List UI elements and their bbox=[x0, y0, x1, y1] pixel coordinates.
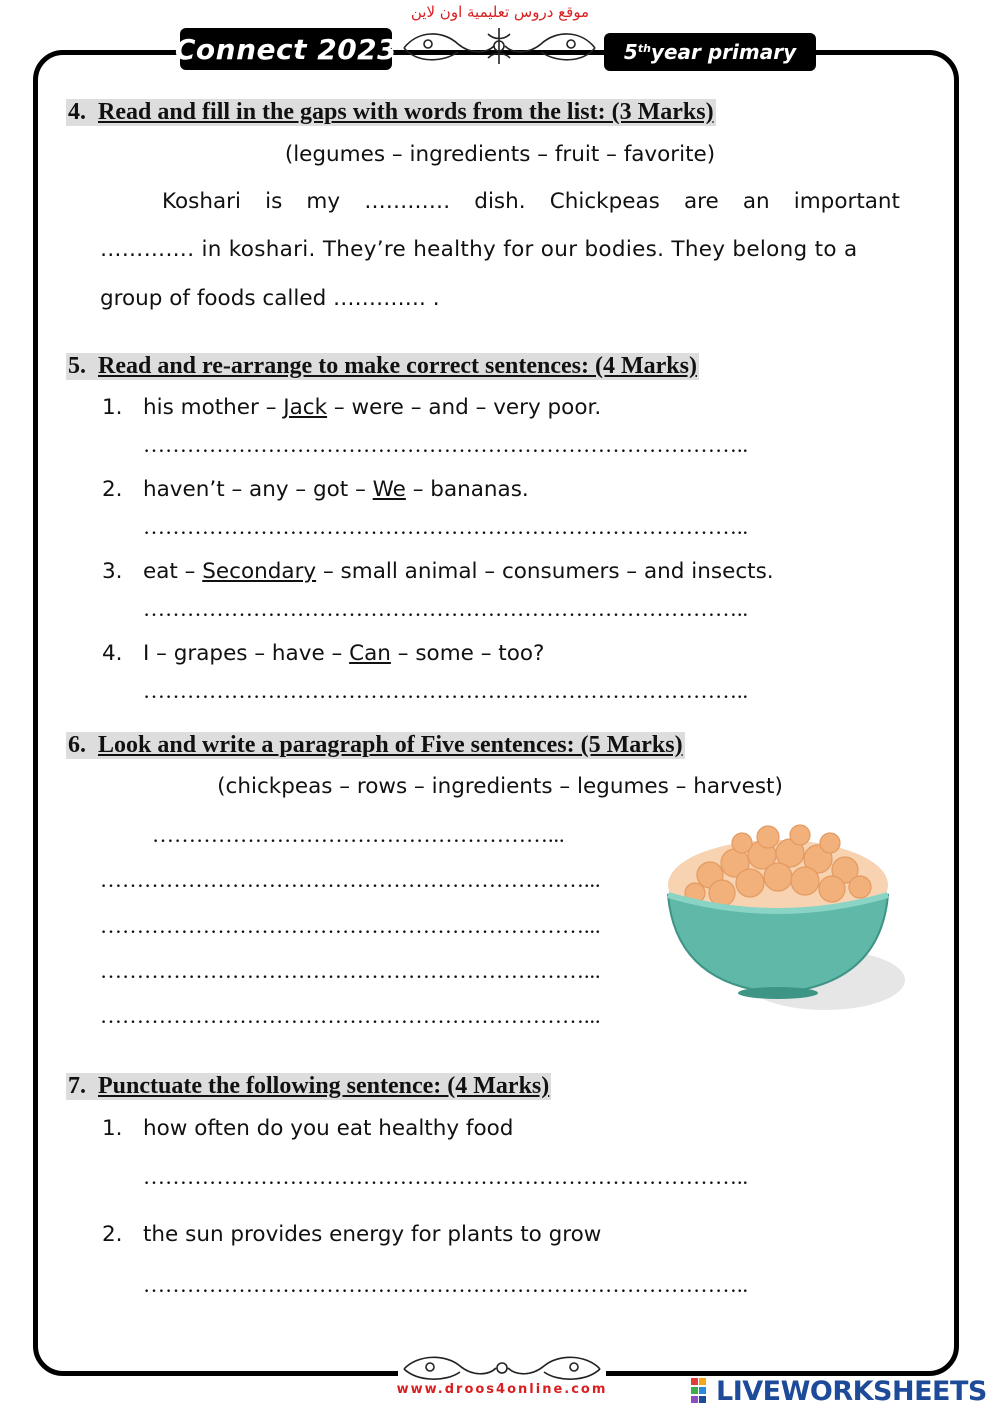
q7-number: 7. bbox=[68, 1073, 86, 1099]
item-number: 1. bbox=[102, 1116, 123, 1141]
q6-number: 6. bbox=[68, 732, 86, 758]
item-number: 2. bbox=[102, 477, 123, 502]
q6-answer-line-2[interactable]: …………………………………………………………... bbox=[100, 867, 601, 892]
q5-item-3 bbox=[102, 559, 774, 584]
q5-answer-line-3[interactable]: ……………………………………………………………………….. bbox=[143, 596, 748, 621]
q7-item-1 bbox=[102, 1116, 513, 1141]
connect-label: Connect 2023 bbox=[174, 32, 398, 66]
q5-answer-line-2[interactable]: ……………………………………………………………………….. bbox=[143, 514, 748, 539]
q7-answer-line-1[interactable]: ……………………………………………………………………….. bbox=[143, 1164, 748, 1189]
q5-number: 5. bbox=[68, 353, 86, 379]
liveworksheets-icon bbox=[690, 1376, 716, 1406]
item-number: 1. bbox=[102, 395, 123, 420]
q4-word: important bbox=[793, 189, 900, 214]
item-text-after: – some – too? bbox=[390, 641, 545, 666]
q4-word: an bbox=[742, 189, 770, 214]
q4-word-list: (legumes – ingredients – fruit – favorite) bbox=[284, 142, 716, 167]
q6-answer-line-4[interactable]: …………………………………………………………... bbox=[100, 958, 601, 983]
q6-word-list: (chickpeas – rows – ingredients – legumes – harvest) bbox=[217, 774, 783, 799]
item-text: how often do you eat healthy food bbox=[143, 1116, 514, 1141]
q4-para-line-3: group of foods called …………. . bbox=[100, 286, 440, 311]
q4-word: are bbox=[683, 189, 719, 214]
connect-badge bbox=[174, 28, 398, 70]
q6-answer-line-3[interactable]: …………………………………………………………... bbox=[100, 913, 601, 938]
q4-title: Read and fill in the gaps with words from the list: (3 Marks) bbox=[98, 99, 714, 125]
q7-title: Punctuate the following sentence: (4 Marks) bbox=[98, 1073, 550, 1099]
item-underlined-word: We bbox=[372, 477, 406, 502]
year-label: year primary bbox=[650, 40, 797, 64]
q6-answer-line-1[interactable]: ………………………………………………... bbox=[152, 822, 565, 847]
q4-para-line-2: …………. in koshari. They’re healthy for our bodies. They belong to a bbox=[100, 237, 858, 262]
q4-word: dish. bbox=[474, 189, 526, 214]
q7-item-2 bbox=[102, 1222, 601, 1247]
chickpea-bowl-image bbox=[650, 815, 910, 1030]
q5-heading bbox=[66, 353, 699, 380]
q5-title: Read and re-arrange to make correct sentences: (4 Marks) bbox=[98, 353, 697, 379]
year-suffix-sup: th bbox=[637, 41, 651, 55]
item-text-after: – small animal – consumers – and insects. bbox=[316, 559, 774, 584]
item-number: 4. bbox=[102, 641, 123, 666]
ornament-bottom-icon bbox=[398, 1352, 606, 1386]
q4-word: my bbox=[306, 189, 341, 214]
q4-para-line-1 bbox=[162, 189, 900, 214]
item-number: 3. bbox=[102, 559, 123, 584]
item-text: the sun provides energy for plants to grow bbox=[143, 1222, 602, 1247]
q4-word: is bbox=[265, 189, 283, 214]
liveworksheets-brand: LIVEWORKSHEETS bbox=[716, 1375, 987, 1407]
q5-item-4 bbox=[102, 641, 544, 666]
item-text-before: eat – bbox=[143, 559, 203, 584]
q4-word: Koshari bbox=[162, 189, 241, 214]
item-underlined-word: Secondary bbox=[202, 559, 317, 584]
item-underlined-word: Can bbox=[349, 641, 391, 666]
q6-title: Look and write a paragraph of Five sentences: (5 Marks) bbox=[98, 732, 683, 758]
q5-answer-line-1[interactable]: ……………………………………………………………………….. bbox=[143, 432, 748, 457]
q5-item-2 bbox=[102, 477, 529, 502]
liveworksheets-logo bbox=[690, 1374, 987, 1408]
ornament-top-icon bbox=[398, 24, 601, 68]
site-url-link[interactable]: www.droos4online.com bbox=[396, 1382, 608, 1397]
q5-item-1 bbox=[102, 395, 601, 420]
year-number: 5 bbox=[623, 40, 638, 64]
item-text-after: – bananas. bbox=[405, 477, 529, 502]
item-number: 2. bbox=[102, 1222, 123, 1247]
q4-word: Chickpeas bbox=[549, 189, 660, 214]
q4-heading bbox=[66, 99, 716, 126]
item-text-before: I – grapes – have – bbox=[143, 641, 350, 666]
q4-gap[interactable]: ………… bbox=[364, 189, 451, 214]
item-underlined-word: Jack bbox=[283, 395, 328, 420]
q6-heading bbox=[66, 732, 685, 759]
item-text-before: his mother – bbox=[143, 395, 284, 420]
site-arabic-title: موقع دروس تعليمية اون لاين bbox=[410, 3, 590, 21]
q4-number: 4. bbox=[68, 99, 86, 125]
year-badge bbox=[604, 33, 816, 71]
q5-answer-line-4[interactable]: ……………………………………………………………………….. bbox=[143, 678, 748, 703]
item-text-after: – were – and – very poor. bbox=[327, 395, 602, 420]
q7-answer-line-2[interactable]: ……………………………………………………………………….. bbox=[143, 1272, 748, 1297]
q7-heading bbox=[66, 1073, 551, 1100]
item-text-before: haven’t – any – got – bbox=[143, 477, 373, 502]
q6-answer-line-5[interactable]: …………………………………………………………... bbox=[100, 1003, 601, 1028]
